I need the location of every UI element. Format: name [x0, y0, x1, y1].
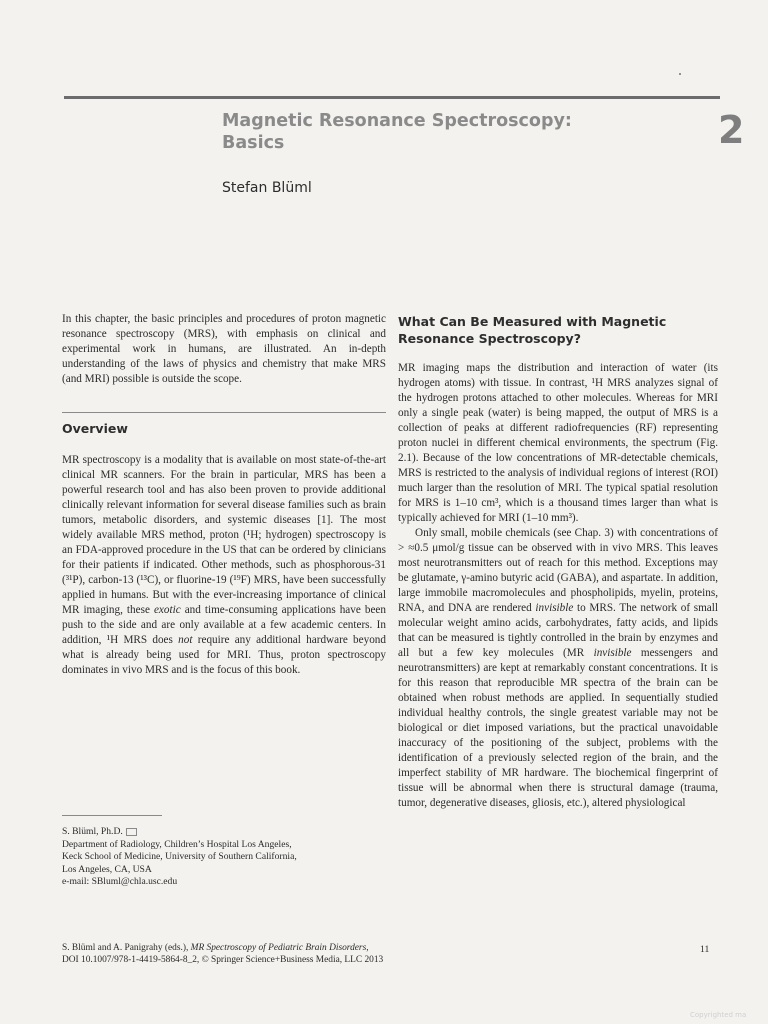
measured-heading-line1: What Can Be Measured with Magnetic: [398, 314, 667, 329]
measured-heading: [398, 313, 718, 347]
chapter-number: 2: [718, 108, 745, 152]
overview-heading: Overview: [62, 421, 128, 436]
affiliation-line1: Department of Radiology, Children’s Hospital Los Angeles,: [62, 838, 292, 850]
speck-mark: [679, 73, 681, 75]
watermark: Copyrighted ma: [690, 1011, 747, 1019]
measured-text-c: messengers and neurotransmitters) are kept at remarkably constant concentrations. It is for this reason that reproducible MR spectra of the brain can be obtained when robust methods are applied. In sequentially studied individual healthy controls, the single greatest variable may not be biological or diet imposed variations, but the practical unavoidable inaccuracy of the positioning of the subject, problems with the identification of a previously selected region of the brain, and the imperfect stability of MR hardware. The biochemical fingerprint of tissue will be abnormal when there is structural damage (trauma, tumor, degenerative diseases, gliosis, etc.), altered physiological: [398, 647, 719, 809]
measured-paragraph-1: MR imaging maps the distribution and interaction of water (its hydrogen atoms) with tissue. In contrast, ¹H MRS analyzes signal of the hydrogen protons attached to other molecules. Whereas for MRI only a single peak (water) is being mapped, the output of MRS is a collection of peaks at different radiofrequencies (RF) representing proton nuclei in different chemical environments, the spectrum (Fig. 2.1). Because of the low concentrations of MR-detectable chemicals, MRS is restricted to the analysis of individual regions of interest (ROI) much larger than the resolution of MRI. The typical spatial resolution for MRS is 1–10 cm³, which is a thousand times larger than what is typically achieved for MRI (1–10 mm³).: [398, 362, 718, 524]
envelope-icon: [126, 828, 137, 836]
measured-text-b: to MRS. The network of small molecular weight amino acids, carbohydrates, fatty acids, and lipids that can be measured is tightly controlled in the brain by enzymes and all but a few key molecules (MR: [398, 602, 718, 659]
page-footer: [62, 942, 622, 966]
overview-paragraph: [62, 453, 386, 678]
footer-book-title: MR Spectroscopy of Pediatric Brain Disorders: [190, 943, 367, 953]
footer-citation: [62, 942, 622, 954]
header-rule: [64, 96, 720, 99]
measured-body: [398, 361, 718, 811]
footer-citation-a: S. Blüml and A. Panigrahy (eds.),: [62, 943, 191, 953]
overview-emphasis-not: not: [178, 634, 193, 646]
overview-divider: [62, 412, 386, 413]
affiliation-line3: Los Angeles, CA, USA: [62, 863, 152, 875]
author-name: Stefan Blüml: [222, 180, 312, 196]
overview-text-b: and time-consuming applications have been push to the side and are only available at a few academic centers. In addition, ¹H MRS does: [62, 604, 386, 646]
overview-text-c: require any additional hardware beyond what is already being used for MRI. Thus, proton spectroscopy dominates in vivo MRS and is the focus of this book.: [62, 634, 386, 676]
affiliation-line2: Keck School of Medicine, University of Southern California,: [62, 851, 297, 862]
measured-text-a: Only small, mobile chemicals (see Chap. 3) with concentrations of > ≈0.5 μmol/g tissue can be observed with in vivo MRS. This leaves most neurotransmitters out of reach for this method. Exceptions may be glutamate, γ-amino butyric acid (GABA), and aspartate. In addition, large immobile macromolecules and phospholipids, myelin, proteins, RNA, and DNA are rendered: [398, 527, 718, 614]
measured-paragraph-2: [398, 526, 718, 811]
footer-doi: DOI 10.1007/978-1-4419-5864-8_2, © Springer Science+Business Media, LLC 2013: [62, 955, 384, 965]
footer-citation-b: ,: [366, 943, 369, 953]
chapter-title-line2: Basics: [222, 133, 285, 153]
chapter-title: [222, 110, 652, 154]
measured-emphasis-invisible-2: invisible: [593, 647, 632, 659]
overview-body: [62, 453, 386, 678]
author-affiliation: [62, 826, 382, 889]
abstract-paragraph: In this chapter, the basic principles and procedures of proton magnetic resonance spectroscopy (MRS), with emphasis on clinical and experimental work in humans, are illustrated. An in-depth understanding of the laws of physics and chemistry that make MRS (and MRI) possible is outside the scope.: [62, 313, 386, 385]
affiliation-name: S. Blüml, Ph.D.: [62, 826, 123, 837]
chapter-title-line1: Magnetic Resonance Spectroscopy:: [222, 111, 572, 131]
overview-emphasis-exotic: exotic: [153, 604, 181, 616]
overview-text-a: MR spectroscopy is a modality that is available on most state-of-the-art clinical MR scanners. For the brain in particular, MRS has been a powerful research tool and has also been proven to provide additional clinically relevant information for several disease families such as brain tumors, metabolic disorders, and systemic diseases [1]. The most widely available MRS method, proton (¹H; hydrogen) spectroscopy is an FDA-approved procedure in the US that can be ordered by clinicians for their patients if indicated. Other methods, such as phosphorous-31 (³¹P), carbon-13 (¹³C), or fluorine-19 (¹⁹F) MRS, have been successfully applied in humans. But with the ever-increasing importance of clinical MR imaging, these: [62, 454, 386, 616]
measured-heading-line2: Resonance Spectroscopy?: [398, 331, 581, 346]
affiliation-email: e-mail: SBluml@chla.usc.edu: [62, 876, 178, 887]
measured-emphasis-invisible-1: invisible: [535, 602, 574, 614]
footnote-rule: [62, 815, 162, 816]
page-number: 11: [700, 944, 710, 955]
